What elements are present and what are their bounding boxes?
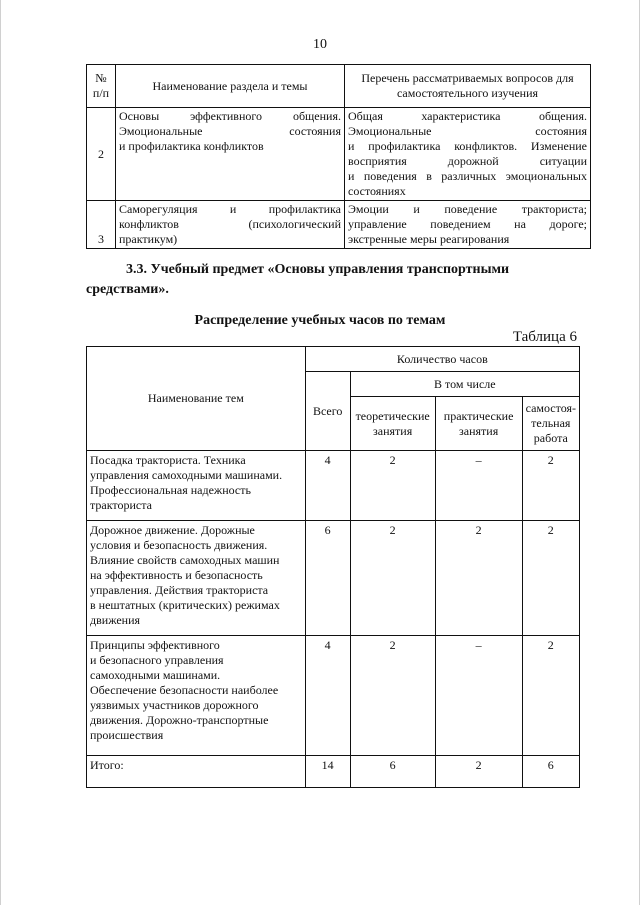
- header-practice: практические занятия: [435, 397, 522, 451]
- total-cell: 4: [305, 451, 350, 521]
- cell-line: и профилактика конфликтов. Изменение: [348, 139, 587, 153]
- cell-line: конфликтов (психологический: [119, 217, 341, 231]
- cell-line: экстренные меры реагирования: [348, 232, 510, 246]
- header-number: № п/п: [87, 65, 116, 108]
- cell-line: движения. Дорожно-транспортные: [90, 713, 269, 727]
- cell-line: управление поведением на дороге;: [348, 217, 587, 231]
- section-heading: [86, 260, 591, 300]
- table-row: [87, 451, 580, 521]
- header-theory: теоретические занятия: [350, 397, 435, 451]
- cell-line: Эмоции и поведение тракториста;: [348, 202, 587, 216]
- header-hours: Количество часов: [305, 347, 579, 372]
- cell-line: Саморегуляция и профилактика: [119, 202, 341, 216]
- total-cell: 4: [305, 636, 350, 756]
- cell-line: управления. Действия тракториста: [90, 583, 269, 597]
- table-row: [87, 636, 580, 756]
- row-number: 2: [87, 108, 116, 201]
- cell-line: Итого:: [90, 758, 124, 772]
- cell-line: тракториста: [90, 498, 152, 512]
- questions-cell: [345, 201, 591, 249]
- cell-line: в нештатных (критических) режимах: [90, 598, 280, 612]
- table-row: [87, 756, 580, 788]
- header-total: Всего: [305, 372, 350, 451]
- cell-line: условия и безопасность движения.: [90, 538, 268, 552]
- practice-cell: 2: [435, 756, 522, 788]
- section-cell: [116, 201, 345, 249]
- table-row: [87, 201, 591, 249]
- topic-cell: [87, 636, 306, 756]
- section-cell: [116, 108, 345, 201]
- total-cell: 14: [305, 756, 350, 788]
- theory-cell: 2: [350, 636, 435, 756]
- self-cell: 6: [522, 756, 579, 788]
- cell-line: самоходными машинами.: [90, 668, 221, 682]
- table-row: [87, 108, 591, 201]
- row-number: 3: [87, 201, 116, 249]
- cell-line: управления самоходными машинами.: [90, 468, 283, 482]
- section-heading-text: 3.3. Учебный предмет «Основы управления транспортными средствами».: [86, 262, 510, 297]
- page-number: 10: [313, 37, 327, 52]
- header-including: В том числе: [350, 372, 579, 397]
- theory-cell: 2: [350, 451, 435, 521]
- cell-line: и профилактика конфликтов: [119, 139, 264, 153]
- topic-cell: [87, 756, 306, 788]
- table-row: [87, 521, 580, 636]
- header-section: Наименование раздела и темы: [116, 65, 345, 108]
- distribution-title: Распределение учебных часов по темам: [194, 313, 446, 328]
- topic-cell: [87, 451, 306, 521]
- header-self: [522, 397, 579, 451]
- table-header-row: [87, 347, 580, 372]
- questions-cell: [345, 108, 591, 201]
- practice-cell: 2: [435, 521, 522, 636]
- self-cell: 2: [522, 451, 579, 521]
- cell-line: и поведения в различных эмоциональных: [348, 169, 587, 183]
- table-label: Таблица 6: [512, 329, 577, 345]
- header-self-line: тельная: [531, 416, 571, 430]
- cell-line: Посадка тракториста. Техника: [90, 453, 246, 467]
- cell-line: состояниях: [348, 184, 406, 198]
- cell-line: происшествия: [90, 728, 164, 742]
- cell-line: Общая характеристика общения.: [348, 109, 587, 123]
- cell-line: восприятия дорожной ситуации: [348, 154, 587, 168]
- topics-table-continued: [86, 64, 591, 249]
- cell-line: Эмоциональные состояния: [348, 124, 587, 138]
- cell-line: Влияние свойств самоходных машин: [90, 553, 280, 567]
- header-self-line: работа: [533, 431, 568, 445]
- theory-cell: 2: [350, 521, 435, 636]
- header-topic: Наименование тем: [87, 347, 306, 451]
- theory-cell: 6: [350, 756, 435, 788]
- cell-line: Дорожное движение. Дорожные: [90, 523, 255, 537]
- self-cell: 2: [522, 636, 579, 756]
- topic-cell: [87, 521, 306, 636]
- self-cell: 2: [522, 521, 579, 636]
- cell-line: и безопасного управления: [90, 653, 224, 667]
- cell-line: Основы эффективного общения.: [119, 109, 341, 123]
- cell-line: уязвимых участников дорожного: [90, 698, 259, 712]
- table-header-row: [87, 65, 591, 108]
- cell-line: Принципы эффективного: [90, 638, 220, 652]
- total-cell: 6: [305, 521, 350, 636]
- cell-line: Обеспечение безопасности наиболее: [90, 683, 279, 697]
- cell-line: движения: [90, 613, 141, 627]
- cell-line: практикум): [119, 232, 178, 246]
- practice-cell: –: [435, 636, 522, 756]
- header-self-line: самостоя-: [525, 401, 576, 415]
- cell-line: на эффективность и безопасность: [90, 568, 263, 582]
- header-questions: Перечень рассматриваемых вопросов для самостоятельного изучения: [345, 65, 591, 108]
- hours-distribution-table: [86, 346, 580, 788]
- cell-line: Профессиональная надежность: [90, 483, 251, 497]
- cell-line: Эмоциональные состояния: [119, 124, 341, 138]
- practice-cell: –: [435, 451, 522, 521]
